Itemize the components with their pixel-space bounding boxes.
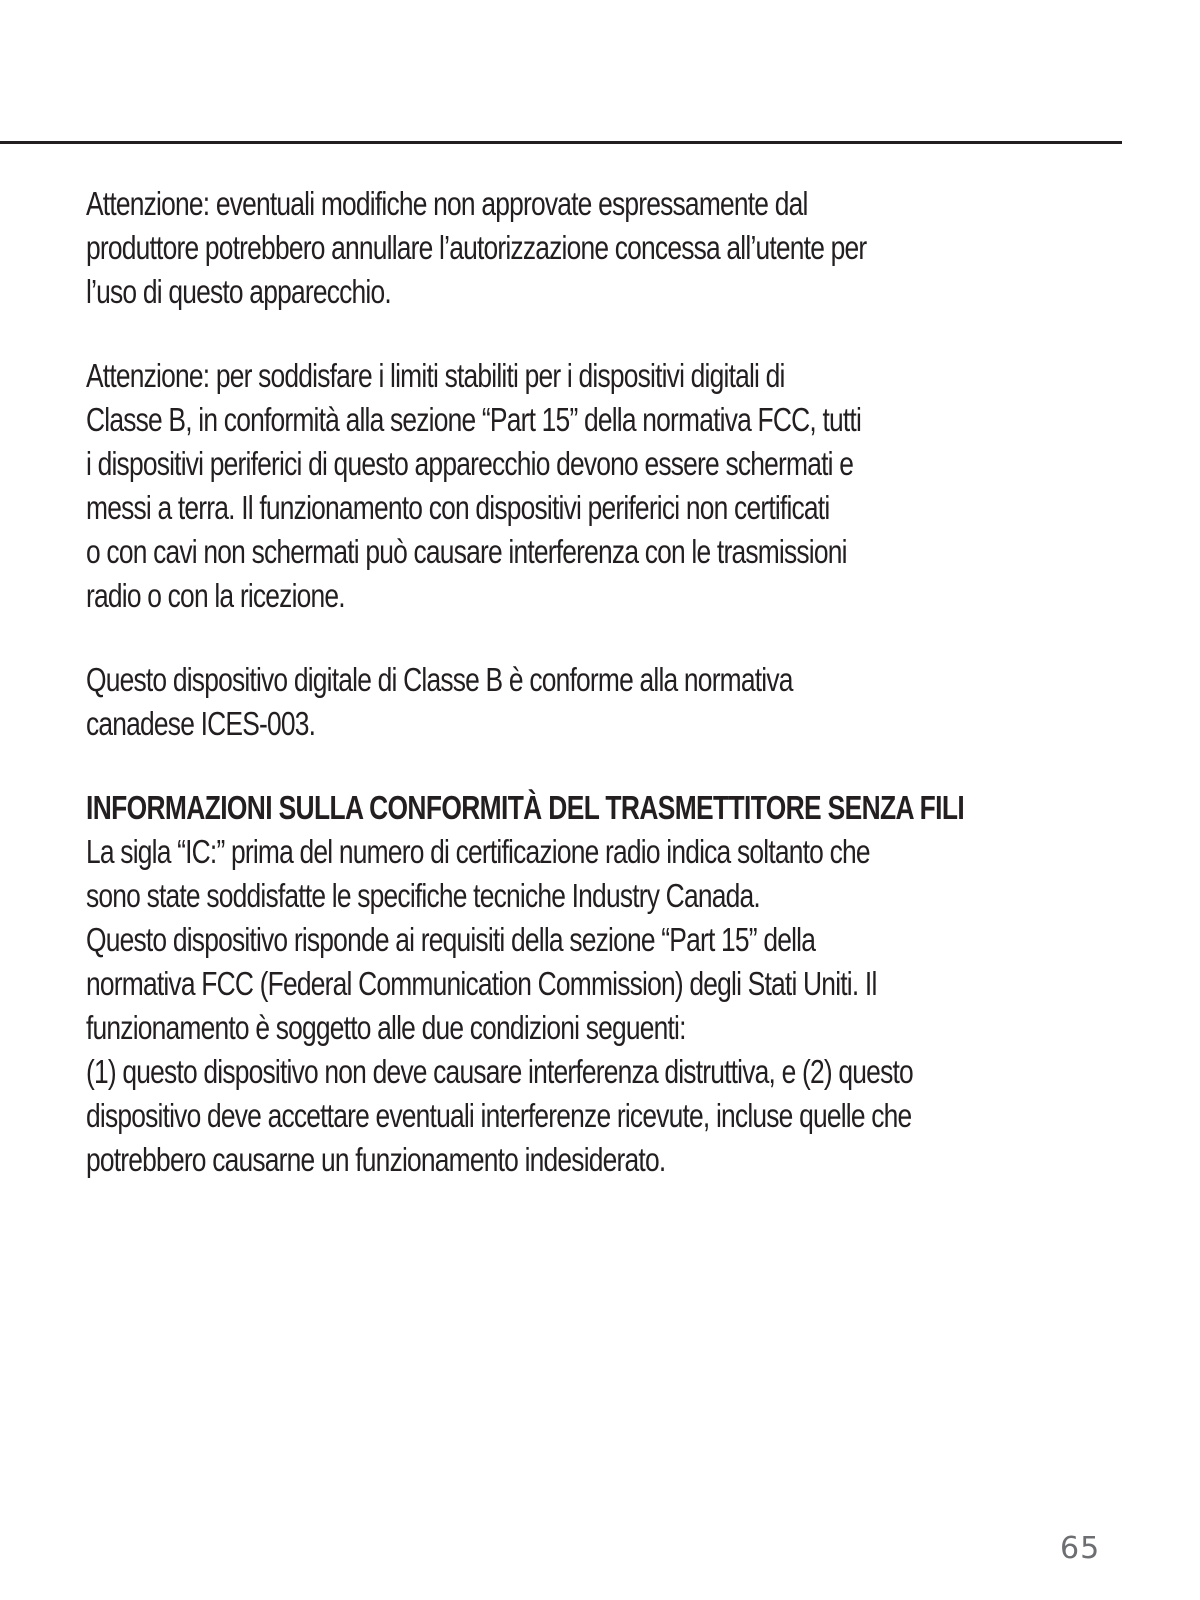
text-line: La sigla “IC:” prima del numero di certificazione radio indica soltanto che — [86, 833, 870, 870]
text-line: funzionamento è soggetto alle due condizioni seguenti: — [86, 1009, 686, 1046]
document-body — [86, 182, 1136, 1222]
text-line: normativa FCC (Federal Communication Commission) degli Stati Uniti. Il — [86, 965, 877, 1002]
page-number: 65 — [1060, 1531, 1101, 1566]
text-line: o con cavi non schermati può causare interferenza con le trasmissioni — [86, 533, 847, 570]
text-line: canadese ICES-003. — [86, 705, 316, 742]
paragraph-ices-003 — [86, 658, 1136, 746]
text-line: potrebbero causarne un funzionamento indesiderato. — [86, 1141, 666, 1178]
text-line: produttore potrebbero annullare l’autorizzazione concessa all’utente per — [86, 229, 867, 266]
text-line: radio o con la ricezione. — [86, 577, 345, 614]
text-line: Attenzione: per soddisfare i limiti stabiliti per i dispositivi digitali di — [86, 357, 785, 394]
section-wireless-compliance — [86, 786, 1136, 1182]
text-line: Questo dispositivo risponde ai requisiti della sezione “Part 15” della — [86, 921, 816, 958]
text-line: messi a terra. Il funzionamento con dispositivi periferici non certificati — [86, 489, 830, 526]
section-heading: INFORMAZIONI SULLA CONFORMITÀ DEL TRASMETTITORE SENZA FILI — [86, 789, 965, 826]
top-rule — [0, 141, 1122, 144]
text-line: Attenzione: eventuali modifiche non approvate espressamente dal — [86, 185, 808, 222]
text-line: Questo dispositivo digitale di Classe B è conforme alla normativa — [86, 661, 793, 698]
paragraph-class-b-limits — [86, 354, 1136, 618]
paragraph-modifications-warning — [86, 182, 1136, 314]
text-line: sono state soddisfatte le specifiche tecniche Industry Canada. — [86, 877, 760, 914]
text-line: l’uso di questo apparecchio. — [86, 273, 391, 310]
text-line: (1) questo dispositivo non deve causare interferenza distruttiva, e (2) questo — [86, 1053, 913, 1090]
text-line: Classe B, in conformità alla sezione “Part 15” della normativa FCC, tutti — [86, 401, 862, 438]
text-line: i dispositivi periferici di questo apparecchio devono essere schermati e — [86, 445, 854, 482]
text-line: dispositivo deve accettare eventuali interferenze ricevute, incluse quelle che — [86, 1097, 912, 1134]
